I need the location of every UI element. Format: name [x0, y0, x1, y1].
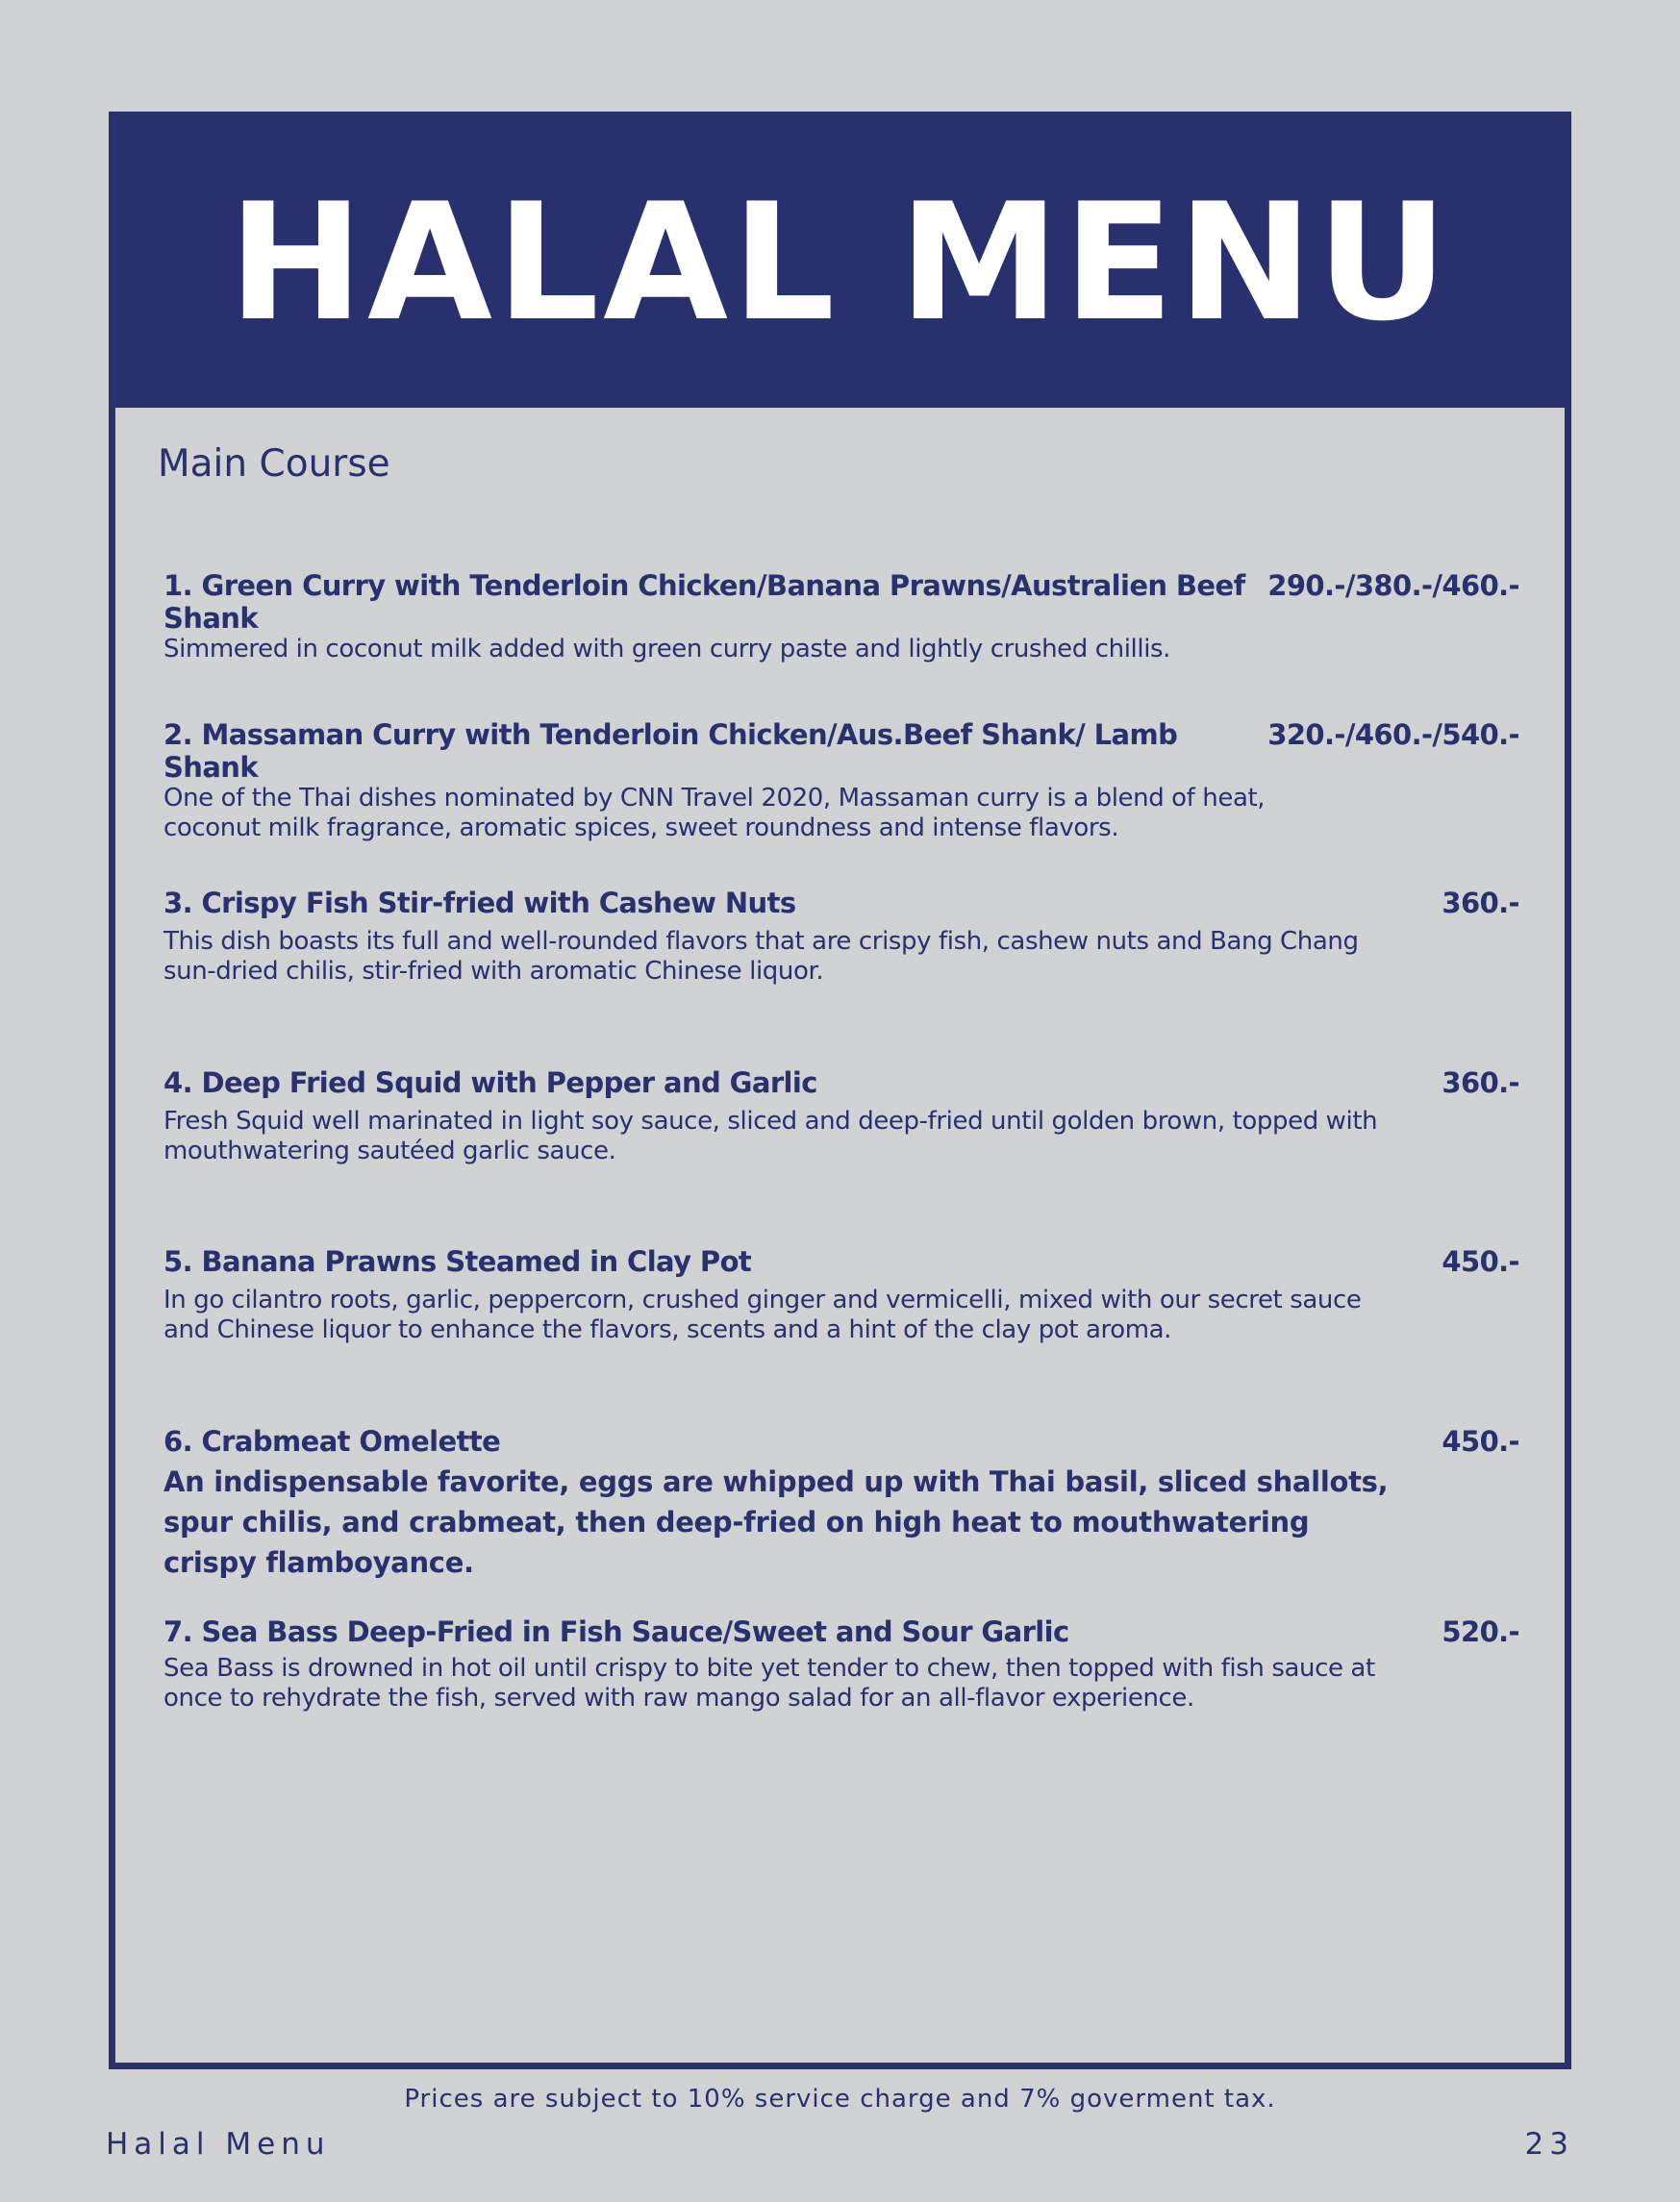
item-price: 450.- — [1442, 1245, 1519, 1278]
item-name: 7. Sea Bass Deep-Fried in Fish Sauce/Sweet and Sour Garlic — [163, 1615, 1069, 1648]
item-name: 3. Crispy Fish Stir-fried with Cashew Nuts — [163, 887, 796, 919]
item-description: In go cilantro roots, garlic, peppercorn, crushed ginger and vermicelli, mixed with our secret sauce and Chinese liquor to enhance the flavors, scents and a hint of the clay pot aroma. — [163, 1286, 1362, 1344]
menu-item — [163, 1425, 1519, 1583]
item-description: Fresh Squid well marinated in light soy sauce, sliced and deep-fried until golden brown, topped with mouthwatering sautéed garlic sauce. — [163, 1107, 1378, 1165]
item-description: One of the Thai dishes nominated by CNN Travel 2020, Massaman curry is a blend of heat, coconut milk fragrance, aromatic spices, sweet roundness and intense flavors. — [163, 784, 1266, 842]
item-price: 320.-/460.-/540.- — [1267, 718, 1519, 751]
item-name: 1. Green Curry with Tenderloin Chicken/Banana Prawns/Australien Beef Shank — [163, 569, 1245, 635]
menu-item — [163, 718, 1519, 843]
menu-item — [163, 1615, 1519, 1714]
section-title: Main Course — [158, 442, 390, 486]
menu-title: HALAL MENU — [228, 167, 1452, 357]
item-description: An indispensable favorite, eggs are whipped up with Thai basil, sliced shallots, spur chilis, and crabmeat, then deep-fried on high heat to mouthwatering crispy flamboyance. — [163, 1465, 1389, 1579]
title-banner — [115, 118, 1565, 408]
menu-item — [163, 887, 1519, 987]
menu-item — [163, 1245, 1519, 1345]
item-name: 6. Crabmeat Omelette — [163, 1425, 501, 1458]
item-description: Simmered in coconut milk added with green curry paste and lightly crushed chillis. — [163, 635, 1171, 663]
page-number: 23 — [1524, 2127, 1574, 2162]
item-description: Sea Bass is drowned in hot oil until crispy to bite yet tender to chew, then topped with fish sauce at once to rehydrate the fish, served with raw mango salad for an all-flavor experience. — [163, 1654, 1375, 1713]
item-price: 360.- — [1442, 1066, 1519, 1099]
item-name: 2. Massaman Curry with Tenderloin Chicken/Aus.Beef Shank/ Lamb Shank — [163, 718, 1178, 784]
item-price: 450.- — [1442, 1425, 1519, 1458]
item-price: 360.- — [1442, 887, 1519, 919]
menu-item — [163, 569, 1519, 664]
footer-menu-name: Halal Menu — [106, 2127, 331, 2162]
item-name: 5. Banana Prawns Steamed in Clay Pot — [163, 1245, 752, 1278]
item-name: 4. Deep Fried Squid with Pepper and Garlic — [163, 1066, 817, 1099]
item-description: This dish boasts its full and well-rounded flavors that are crispy fish, cashew nuts and Bang Chang sun-dried chilis, stir-fried with aromatic Chinese liquor. — [163, 927, 1359, 986]
item-price: 290.-/380.-/460.- — [1267, 569, 1519, 602]
item-price: 520.- — [1442, 1615, 1519, 1648]
menu-item — [163, 1066, 1519, 1166]
tax-note: Prices are subject to 10% service charge and 7% goverment tax. — [404, 2085, 1276, 2114]
